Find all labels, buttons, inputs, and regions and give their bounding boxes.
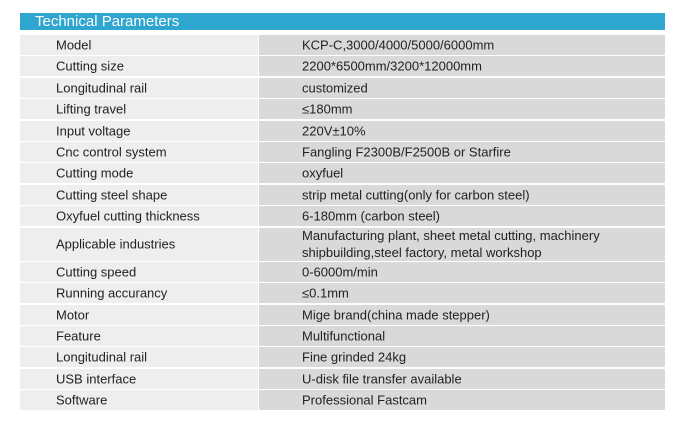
table-row: [20, 369, 665, 389]
table-row: [20, 78, 665, 98]
section-title: Technical Parameters: [35, 13, 180, 30]
row-value-line: Manufacturing plant, sheet metal cutting, machinery: [302, 228, 600, 244]
row-value: U-disk file transfer available: [302, 371, 462, 387]
row-label: Cnc control system: [56, 144, 167, 160]
row-value: Fangling F2300B/F2500B or Starfire: [302, 144, 511, 160]
title-bar: [20, 13, 665, 30]
table-row: [20, 185, 665, 205]
row-label: Software: [56, 392, 108, 408]
row-label: Cutting speed: [56, 264, 137, 280]
row-label: Cutting steel shape: [56, 187, 168, 203]
table-row: [20, 228, 665, 261]
row-value: customized: [302, 80, 368, 96]
row-value-multiline: [302, 227, 600, 261]
row-label: Cutting size: [56, 58, 124, 74]
table-row: [20, 163, 665, 183]
row-value: oxyfuel: [302, 165, 344, 181]
row-label: Longitudinal rail: [56, 80, 148, 96]
table-row: [20, 262, 665, 282]
table-row: [20, 283, 665, 303]
row-label: Oxyfuel cutting thickness: [56, 208, 200, 224]
table-row: [20, 206, 665, 226]
table-row: [20, 56, 665, 76]
table-row: [20, 121, 665, 141]
row-value: KCP-C,3000/4000/5000/6000mm: [302, 37, 495, 53]
row-value: strip metal cutting(only for carbon steel): [302, 187, 530, 203]
table-row: [20, 347, 665, 367]
row-label: Motor: [56, 307, 90, 323]
table-row: [20, 99, 665, 119]
table-row: [20, 305, 665, 325]
row-label: Input voltage: [56, 123, 131, 139]
row-value: 2200*6500mm/3200*12000mm: [302, 58, 482, 74]
row-value: Multifunctional: [302, 328, 386, 344]
row-value: Fine grinded 24kg: [302, 349, 407, 365]
row-label: Model: [56, 37, 92, 53]
row-value-line: shipbuilding,steel factory, metal workshop: [302, 245, 542, 261]
row-label: Lifting travel: [56, 101, 127, 117]
row-label: Longitudinal rail: [56, 349, 148, 365]
table-row: [20, 35, 665, 55]
row-value: 220V±10%: [302, 123, 366, 139]
row-value: ≤0.1mm: [302, 285, 349, 301]
row-value: Mige brand(china made stepper): [302, 307, 490, 323]
row-value: Professional Fastcam: [302, 392, 427, 408]
row-value: 6-180mm (carbon steel): [302, 208, 440, 224]
table-row: [20, 142, 665, 162]
parameters-table: [20, 35, 665, 412]
table-row: [20, 390, 665, 410]
row-label: USB interface: [56, 371, 137, 387]
row-label: Applicable industries: [56, 236, 176, 252]
row-label: Feature: [56, 328, 101, 344]
row-value: ≤180mm: [302, 101, 353, 117]
row-label: Running accurancy: [56, 285, 168, 301]
table-row: [20, 326, 665, 346]
row-label: Cutting mode: [56, 165, 134, 181]
row-value: 0-6000m/min: [302, 264, 378, 280]
